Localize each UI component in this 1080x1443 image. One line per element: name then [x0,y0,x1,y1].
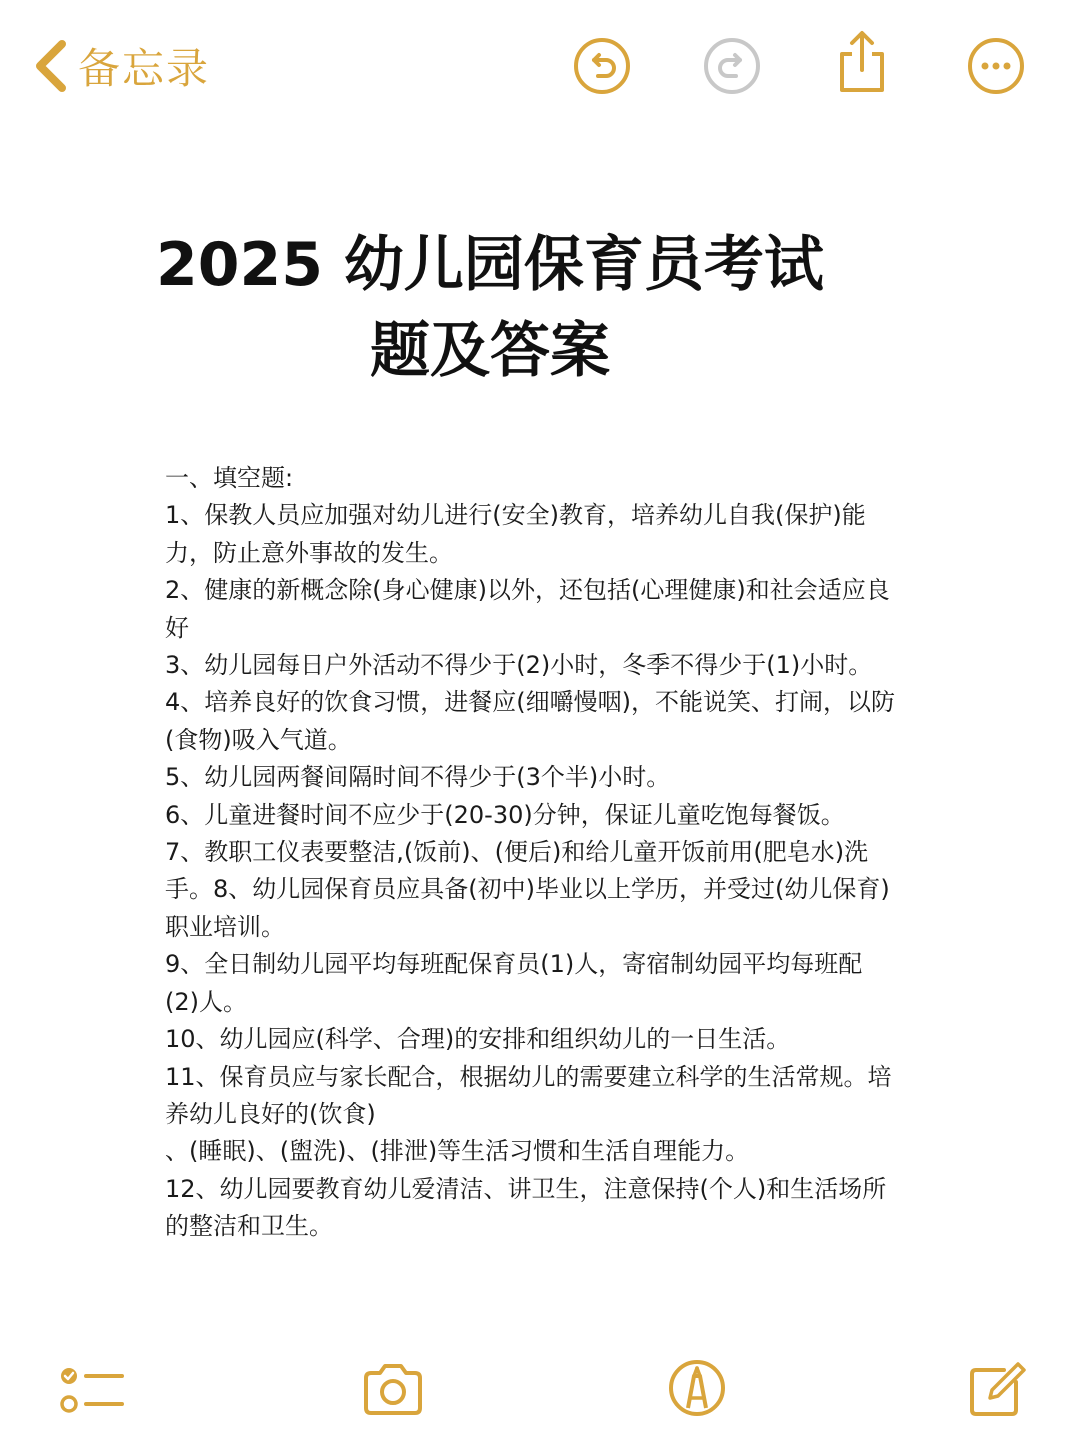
back-button[interactable] [28,34,210,98]
note-paragraph: 4、培养良好的饮食习惯，进餐应(细嚼慢咽)，不能说笑、打闹，以防(食物)吸入气道。 [165,688,895,754]
note-paragraph: 3、幼儿园每日户外活动不得少于(2)小时，冬季不得少于(1)小时。 [165,651,873,680]
note-paragraph: 1、保教人员应加强对幼儿进行(安全)教育，培养幼儿自我(保护)能力，防止意外事故的发生。 [165,501,866,567]
share-button[interactable] [832,28,892,94]
note-paragraph: 12、幼儿园要教育幼儿爱清洁、讲卫生，注意保持(个人)和生活场所的整洁和卫生。 [165,1174,887,1241]
share-icon [832,28,892,94]
more-options-button[interactable] [966,36,1026,96]
undo-icon [572,36,632,96]
compose-icon [964,1358,1030,1418]
redo-button[interactable] [702,36,762,96]
camera-icon [360,1358,426,1418]
note-paragraph: 9、全日制幼儿园平均每班配保育员(1)人，寄宿制幼园平均每班配(2)人。 [165,950,863,1016]
checklist-button[interactable] [58,1358,124,1418]
checklist-icon [58,1358,124,1418]
note-paragraph: 10、幼儿园应(科学、合理)的安排和组织幼儿的一日生活。 [165,1025,791,1054]
undo-button[interactable] [572,36,632,96]
note-paragraph: 7、教职工仪表要整洁,(饭前)、(便后)和给儿童开饭前用(肥皂水)洗手。8、幼儿园保育员应具备(初中)毕业以上学历，并受过(幼儿保育)职业培训。 [165,838,890,941]
note-paragraph: 5、幼儿园两餐间隔时间不得少于(3个半)小时。 [165,763,671,792]
back-label: 备忘录 [78,44,211,93]
note-paragraph: 2、健康的新概念除(身心健康)以外，还包括(心理健康)和社会适应良好 [165,576,890,642]
redo-icon [702,36,762,96]
markup-button[interactable] [664,1358,730,1418]
top-navigation-bar [0,0,1080,130]
note-body[interactable] [165,460,895,1246]
note-paragraph: 11、保育员应与家长配合，根据幼儿的需要建立科学的生活常规。培养幼儿良好的(饮食) [165,1062,892,1128]
note-paragraph: 6、儿童进餐时间不应少于(20-30)分钟，保证儿童吃饱每餐饭。 [165,800,845,829]
compose-button[interactable] [964,1358,1030,1418]
note-title[interactable] [0,222,980,394]
note-paragraph: 一、填空题: [165,464,294,492]
bottom-toolbar [0,1350,1080,1430]
note-paragraph: 、(睡眠)、(盥洗)、(排泄)等生活习惯和生活自理能力。 [165,1137,750,1166]
camera-button[interactable] [360,1358,426,1418]
more-icon [966,36,1026,96]
note-title-line-1: 2025 幼儿园保育员考试 [156,230,824,300]
markup-pen-icon [664,1358,730,1418]
note-title-line-2: 题及答案 [370,316,610,386]
chevron-left-icon [28,36,72,96]
